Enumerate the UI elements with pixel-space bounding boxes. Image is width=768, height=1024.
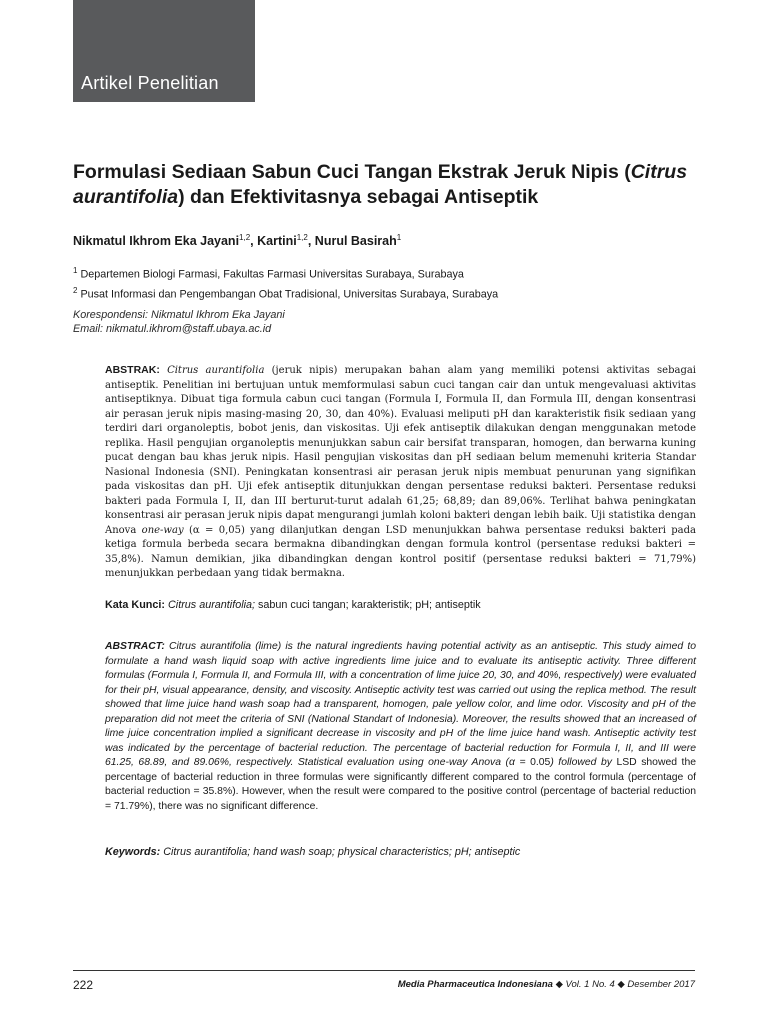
author-separator: ,: [250, 234, 258, 249]
page-number: 222: [73, 978, 94, 992]
correspondence-author: Korespondensi: Nikmatul Ikhrom Eka Jayani: [73, 309, 285, 321]
keywords-species: Citrus aurantifolia;: [165, 599, 256, 611]
correspondence-email: Email: nikmatul.ikhrom@staff.ubaya.ac.id: [73, 323, 272, 335]
article-title: [73, 160, 693, 210]
journal-reference: [398, 979, 695, 990]
footer-divider: [73, 970, 695, 971]
section-label: Artikel Penelitian: [81, 73, 219, 93]
abstract-en-body-italic: Citrus aurantifolia (lime) is the natural ingredients having potential activity as an antiseptic. This study aimed to formulate a hand wash liquid soap with active ingredients lime juice and to evaluate its antiseptic activity. Three different formulas (Formula I, Formula II, and Formula III, with a concentration of lime juice 20, 30, and 40%, respectively) were evaluated for their pH, visual appearance, density, and viscosity. Antiseptic activity test was carried out using the replica method. The result showed that lime juice hand wash soap had a transparent, homogen, pale yellow color, and lime odor. Viscosity and pH of the preparation did not meet the criteria of SNI (National Standart of Indonesia). Moreover, the results showed that an increased of lime juice concentration implied a significant decrease in viscosity and pH of the lime juice hand wash. Antiseptic activity test was indicated by the percentage of bacterial reduction. The percentage of bacterial reduction for Formula I, II, and III were 61.25, 68.89, and 89.06%, respectively. Statistical evaluation using one-way Anova (α =: [105, 641, 696, 768]
abstract-oneway: one-way: [141, 524, 184, 536]
keywords-english: [105, 845, 696, 859]
abstract-body-b: (α = 0,05) yang dilanjutkan dengan LSD menunjukkan bahwa persentase reduksi bakteri pada ketiga formula berbeda secara bermakna dibandingkan dengan formula kontrol (persentase reduksi bakteri = 35,8%). Namun demikian, jika dibandingkan dengan kontrol positif (persentase reduksi bakteri = 71,79%) menunjukkan perbedaan yang tidak bermakna.: [105, 524, 696, 579]
abstract-species: Citrus aurantifolia: [167, 365, 265, 376]
author-name: Nurul Basirah: [314, 234, 397, 249]
journal-name: Media Pharmaceutica Indonesiana: [397, 979, 553, 990]
author-separator: ,: [307, 234, 315, 249]
author-affiliation-marker: 1,2: [239, 233, 251, 242]
keywords-en-text: Citrus aurantifolia; hand wash soap; physical characteristics; pH; antiseptic: [160, 846, 521, 858]
author-list: [73, 233, 693, 248]
title-part-2: ) dan Efektivitasnya sebagai Antiseptik: [178, 186, 539, 208]
title-part-1: Formulasi Sediaan Sabun Cuci Tangan Ekstrak Jeruk Nipis (: [73, 161, 631, 183]
affiliation-list: [73, 263, 693, 302]
keywords-indonesian: [105, 598, 696, 612]
affiliation-text: Pusat Informasi dan Pengembangan Obat Tradisional, Universitas Surabaya, Surabaya: [77, 288, 499, 301]
keywords-label: Kata Kunci:: [105, 599, 165, 611]
keywords-rest: sabun cuci tangan; karakteristik; pH; antiseptik: [255, 599, 481, 611]
affiliation-item: [73, 263, 693, 283]
abstract-en-body-upright: LSD showed the percentage of bacterial reduction in three formulas were significantly different compared to the control formula (percentage of bacterial reduction = 35.8%). However, when the result were compared to the positive control (percentage of bacterial reduction = 71.79%), there was no significant difference.: [105, 757, 697, 812]
abstract-body-a: (jeruk nipis) merupakan bahan alam yang memiliki potensi aktivitas sebagai antiseptik. Penelitian ini bertujuan untuk memformulasi sabun cuci tangan cair dan untuk mengevaluasi aktivitas antiseptiknya. Dibuat tiga formula cabun cuci tangan (Formula I, Formula II, dan Formula III, dengan konsentrasi air perasan jeruk nipis masing-masing 20, 30, dan 40%). Evaluasi meliputi pH dan karakteristik fisik sediaan yang terdiri dari organoleptis, bobot jenis, dan viskositas. Uji efek antiseptik dilakukan dengan menggunakan metode replika. Hasil pengujian organoleptis menunjukkan sabun cair bersifat transparan, homogen, dan berwarna kuning pucat dengan bau khas jeruk nipis. Hasil pengujian viskositas dan pH sediaan belum memenuhi kriteria Standar Nasional Indonesia (SNI). Peningkatan konsentrasi air perasan jeruk nipis membuat penurunan yang signifikan pada viskositas dan pH. Uji efek antiseptik ditunjukkan dengan persentase reduksi bakteri. Persentase reduksi bakteri pada Formula I, II, dan III berturut-turut adalah 61,25; 68,89; dan 89,06%. Terlihat bahwa peningkatan konsentrasi air perasan jeruk nipis dapat mengurangi jumlah koloni bakteri dengan lebih baik. Uji statistika dengan Anova: [105, 365, 697, 536]
abstract-label: ABSTRAK:: [105, 364, 160, 376]
keywords-en-label: Keywords:: [105, 846, 161, 858]
correspondence-block: [73, 308, 693, 336]
abstract-en-label: ABSTRACT:: [105, 641, 165, 652]
title-species: Citrus aurantifolia: [73, 161, 688, 208]
affiliation-text: Departemen Biologi Farmasi, Fakultas Farmasi Universitas Surabaya, Surabaya: [77, 268, 464, 281]
author-affiliation-marker: 1: [396, 233, 402, 242]
abstract-english: [105, 640, 696, 814]
affiliation-marker: 1: [73, 266, 78, 275]
affiliation-marker: 2: [73, 285, 78, 295]
affiliation-item: [73, 283, 693, 303]
abstract-indonesian: [105, 363, 696, 582]
author-affiliation-marker: 1,2: [296, 233, 308, 242]
journal-issue: ◆ Vol. 1 No. 4 ◆ Desember 2017: [552, 979, 695, 990]
author-name: Kartini: [257, 234, 297, 249]
section-banner: [73, 0, 255, 102]
author-name: Nikmatul Ikhrom Eka Jayani: [73, 234, 240, 249]
abstract-en-body-italic-2: ) followed by: [550, 757, 617, 768]
abstract-en-alpha: 0.05: [530, 757, 551, 768]
